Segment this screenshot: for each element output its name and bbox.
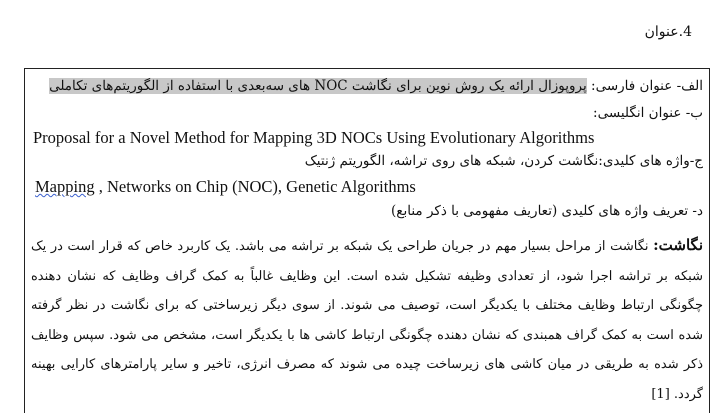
keyword-mapping: Mapping <box>35 177 95 196</box>
definition-paragraph <box>31 231 703 409</box>
english-title-value: Proposal for a Novel Method for Mapping 3D NOCs Using Evolutionary Algorithms <box>33 128 595 147</box>
definitions-label: د- تعریف واژه های کلیدی (تعاریف مفهومی با ذکر منابع) <box>391 203 703 219</box>
definition-ref: [1] <box>651 386 670 402</box>
section-title: عنوان <box>644 24 679 40</box>
keywords-fa-label: ج-واژه های کلیدی: <box>598 153 703 169</box>
keywords-en-row <box>35 177 703 197</box>
definition-term: نگاشت: <box>653 236 703 254</box>
keywords-fa-row <box>31 153 703 169</box>
persian-title-label: الف- عنوان فارسی: <box>591 78 703 94</box>
english-title-label: ب- عنوان انگلیسی: <box>593 105 703 121</box>
content-box <box>24 68 710 413</box>
keyword-rest: Networks on Chip (NOC), Genetic Algorithms <box>106 177 416 196</box>
definition-text: نگاشت از مراحل بسیار مهم در جریان طراحی یک شبکه بر تراشه می باشد. یک کاربرد خاص که قرار است در یک شبکه بر تراشه اجرا شود، از تعدادی وظیفه تشکیل شده است. این وظایف غالباً به کمک گراف وظایف که نشان دهنده چگونگی ارتباط وظایف مختلف با یکدیگر است، توصیف می شوند. از سوی دیگر زیرساختی که برای نگاشت در نظر گرفته شده است به کمک گراف همبندی که نشان دهنده چگونگی ارتباط کاشی ها با یکدیگر است، مشخص می شود. سپس وظایف ذکر شده به طریقی در میان کاشی های زیرساخت چیده می شوند که مصرف انرژی، تاخیر و سایر پارامترهای کارایی بهینه گردد. <box>31 239 703 402</box>
section-number: 4. <box>678 24 692 40</box>
persian-title-row <box>31 78 703 94</box>
keyword-separator: , <box>94 177 107 196</box>
persian-title-value: پروپوزال ارائه یک روش نوین برای نگاشت NOC های سه‌بعدی با استفاده از الگوریتم‌های تکاملی <box>49 78 587 94</box>
section-heading <box>645 24 692 40</box>
keywords-fa-value: نگاشت کردن، شبکه های روی تراشه، الگوریتم ژنتیک <box>304 153 599 169</box>
